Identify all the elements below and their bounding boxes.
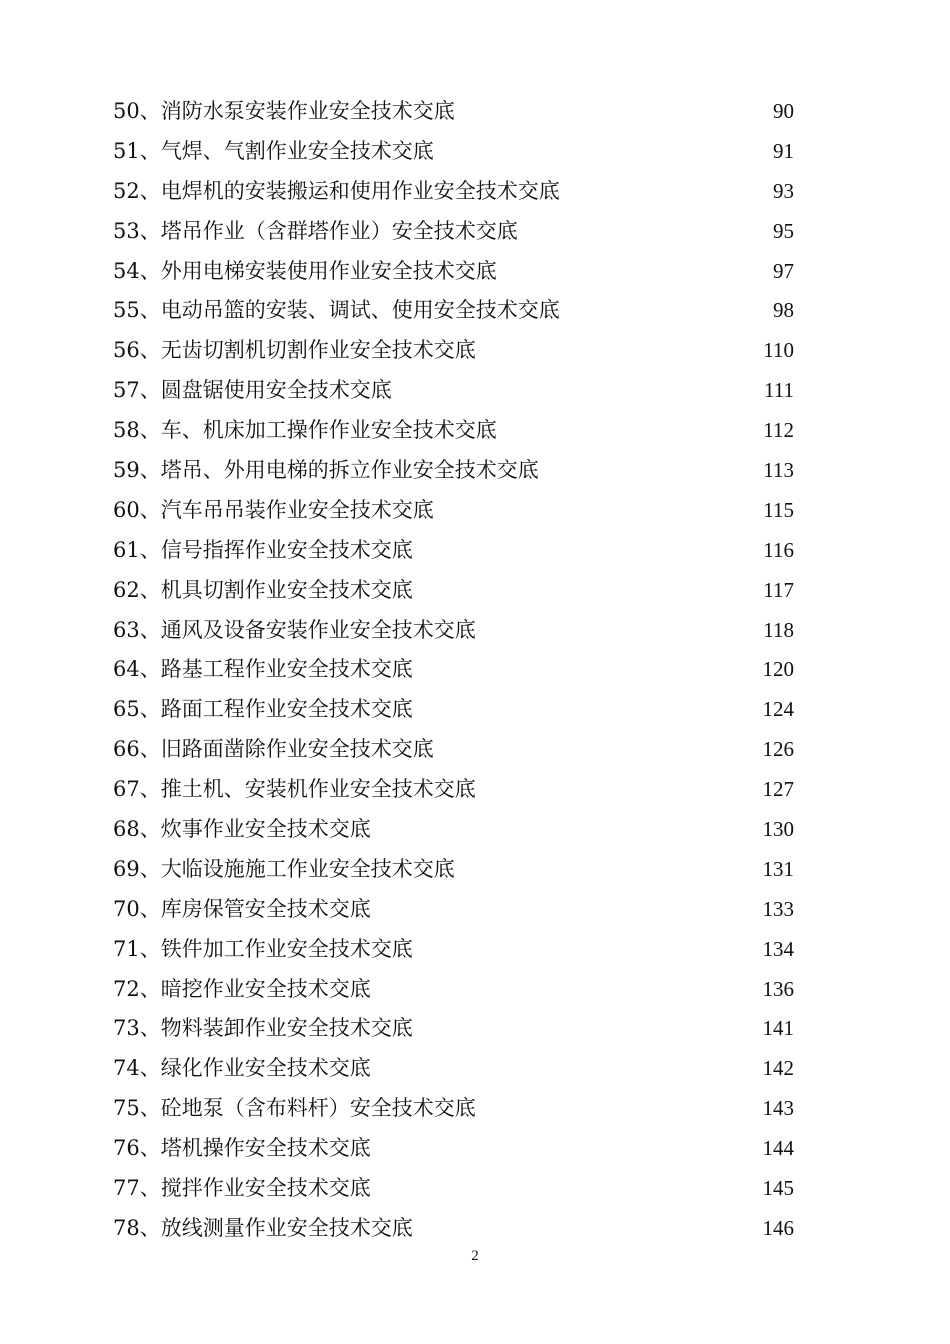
toc-entry-page: 143 bbox=[762, 1096, 794, 1121]
toc-entry-title: 57、圆盘锯使用安全技术交底 bbox=[113, 378, 392, 403]
toc-entry-title: 71、铁件加工作业安全技术交底 bbox=[113, 936, 413, 961]
toc-entry-page: 134 bbox=[762, 936, 794, 961]
toc-entry-title: 75、砼地泵（含布料杆）安全技术交底 bbox=[113, 1096, 476, 1121]
toc-entry-title: 68、炊事作业安全技术交底 bbox=[113, 817, 371, 842]
toc-entry bbox=[0, 970, 950, 1010]
toc-entry bbox=[0, 212, 950, 252]
toc-entry-title: 73、物料装卸作业安全技术交底 bbox=[113, 1016, 413, 1041]
toc-entry-title: 58、车、机床加工操作作业安全技术交底 bbox=[113, 418, 497, 443]
toc-entry bbox=[0, 1089, 950, 1129]
toc-entry-page: 144 bbox=[762, 1136, 794, 1161]
toc-entry-title: 55、电动吊篮的安装、调试、使用安全技术交底 bbox=[113, 298, 560, 323]
toc-entry-page: 117 bbox=[763, 577, 794, 602]
toc-entry bbox=[0, 331, 950, 371]
toc-entry-page: 113 bbox=[763, 458, 794, 483]
toc-entry-title: 62、机具切割作业安全技术交底 bbox=[113, 577, 413, 602]
toc-entry-page: 110 bbox=[763, 338, 794, 363]
toc-entry bbox=[0, 1169, 950, 1209]
toc-entry bbox=[0, 1009, 950, 1049]
toc-entry-page: 111 bbox=[764, 378, 794, 403]
toc-entry bbox=[0, 172, 950, 212]
toc-entry-page: 116 bbox=[763, 537, 794, 562]
toc-entry bbox=[0, 451, 950, 491]
toc-entry bbox=[0, 1209, 950, 1249]
toc-entry bbox=[0, 92, 950, 132]
toc-entry-title: 74、绿化作业安全技术交底 bbox=[113, 1056, 371, 1081]
toc-entry-title: 76、塔机操作安全技术交底 bbox=[113, 1136, 371, 1161]
toc-entry-page: 115 bbox=[763, 497, 794, 522]
toc-entry-title: 61、信号指挥作业安全技术交底 bbox=[113, 537, 413, 562]
table-of-contents bbox=[0, 92, 950, 1249]
toc-entry-page: 131 bbox=[762, 856, 794, 881]
toc-entry bbox=[0, 930, 950, 970]
toc-entry bbox=[0, 491, 950, 531]
toc-entry bbox=[0, 1129, 950, 1169]
toc-entry-page: 118 bbox=[763, 617, 794, 642]
toc-entry bbox=[0, 770, 950, 810]
page-number: 2 bbox=[471, 1248, 479, 1264]
toc-entry-page: 90 bbox=[773, 99, 794, 123]
toc-entry-title: 60、汽车吊吊装作业安全技术交底 bbox=[113, 497, 434, 522]
toc-entry-page: 127 bbox=[762, 777, 794, 802]
toc-entry bbox=[0, 411, 950, 451]
toc-entry bbox=[0, 690, 950, 730]
toc-entry-page: 112 bbox=[763, 418, 794, 443]
toc-entry-title: 78、放线测量作业安全技术交底 bbox=[113, 1215, 413, 1240]
toc-entry-title: 54、外用电梯安装使用作业安全技术交底 bbox=[113, 258, 497, 283]
toc-entry-title: 59、塔吊、外用电梯的拆立作业安全技术交底 bbox=[113, 458, 539, 483]
toc-entry bbox=[0, 252, 950, 292]
toc-entry-page: 145 bbox=[762, 1176, 794, 1201]
toc-entry-page: 136 bbox=[762, 976, 794, 1001]
toc-entry bbox=[0, 650, 950, 690]
toc-entry-title: 50、消防水泵安装作业安全技术交底 bbox=[113, 99, 455, 123]
toc-entry-page: 97 bbox=[773, 258, 794, 283]
toc-entry-page: 130 bbox=[762, 817, 794, 842]
toc-entry bbox=[0, 611, 950, 651]
toc-entry-page: 120 bbox=[762, 657, 794, 682]
toc-entry-page: 133 bbox=[762, 896, 794, 921]
toc-entry-page: 91 bbox=[773, 138, 794, 163]
toc-entry-page: 124 bbox=[762, 697, 794, 722]
toc-entry-title: 72、暗挖作业安全技术交底 bbox=[113, 976, 371, 1001]
toc-entry bbox=[0, 291, 950, 331]
toc-entry-title: 64、路基工程作业安全技术交底 bbox=[113, 657, 413, 682]
toc-entry-title: 69、大临设施施工作业安全技术交底 bbox=[113, 856, 455, 881]
toc-entry-page: 93 bbox=[773, 178, 794, 203]
toc-entry-title: 53、塔吊作业（含群塔作业）安全技术交底 bbox=[113, 218, 518, 243]
toc-entry-page: 98 bbox=[773, 298, 794, 323]
toc-entry-page: 142 bbox=[762, 1056, 794, 1081]
toc-entry-title: 70、库房保管安全技术交底 bbox=[113, 896, 371, 921]
toc-entry bbox=[0, 810, 950, 850]
toc-entry-title: 77、搅拌作业安全技术交底 bbox=[113, 1176, 371, 1201]
toc-entry-title: 56、无齿切割机切割作业安全技术交底 bbox=[113, 338, 476, 363]
toc-entry bbox=[0, 132, 950, 172]
toc-entry bbox=[0, 371, 950, 411]
toc-entry bbox=[0, 890, 950, 930]
toc-entry-page: 146 bbox=[762, 1215, 794, 1240]
toc-entry bbox=[0, 1049, 950, 1089]
toc-entry bbox=[0, 730, 950, 770]
toc-entry-page: 141 bbox=[762, 1016, 794, 1041]
toc-entry bbox=[0, 531, 950, 571]
toc-entry bbox=[0, 850, 950, 890]
toc-entry-title: 67、推土机、安装机作业安全技术交底 bbox=[113, 777, 476, 802]
toc-entry-page: 95 bbox=[773, 218, 794, 243]
toc-entry-page: 126 bbox=[762, 737, 794, 762]
toc-entry-title: 51、气焊、气割作业安全技术交底 bbox=[113, 138, 434, 163]
toc-entry bbox=[0, 571, 950, 611]
toc-entry-title: 52、电焊机的安装搬运和使用作业安全技术交底 bbox=[113, 178, 560, 203]
toc-entry-title: 65、路面工程作业安全技术交底 bbox=[113, 697, 413, 722]
toc-entry-title: 63、通风及设备安装作业安全技术交底 bbox=[113, 617, 476, 642]
toc-entry-title: 66、旧路面凿除作业安全技术交底 bbox=[113, 737, 434, 762]
